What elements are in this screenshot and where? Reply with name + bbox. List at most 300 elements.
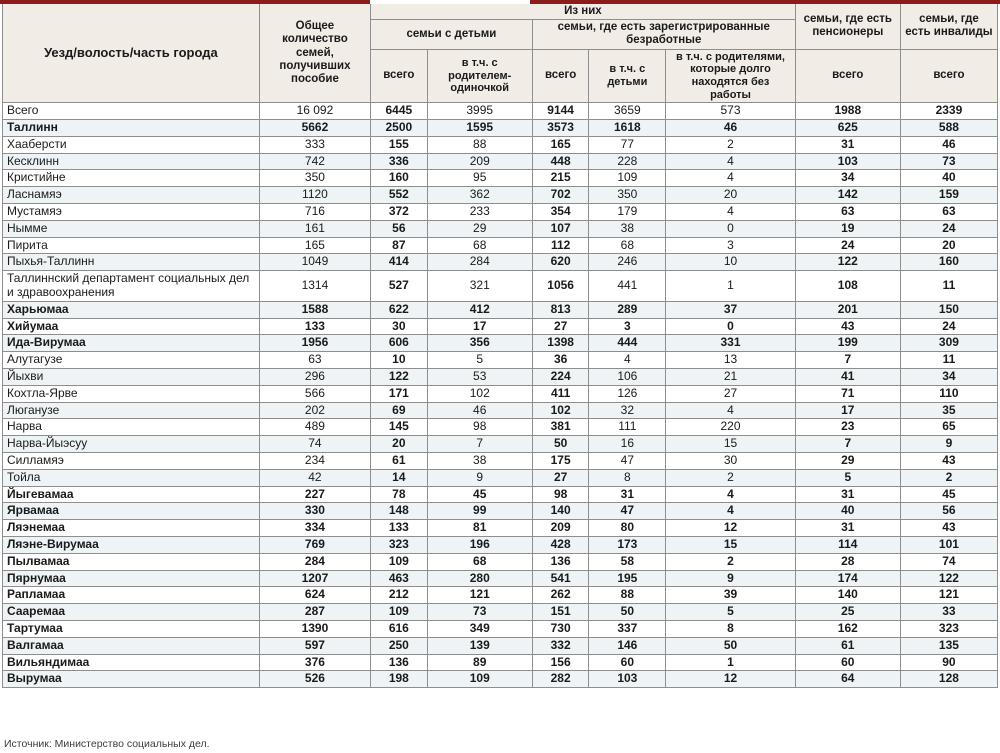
cell-value: 2339: [900, 103, 997, 120]
row-label: Пыхья-Таллинн: [3, 254, 260, 271]
cell-value: 61: [371, 452, 428, 469]
cell-value: 1390: [259, 620, 370, 637]
cell-value: 489: [259, 419, 370, 436]
cell-value: 111: [589, 419, 666, 436]
cell-value: 1618: [589, 120, 666, 137]
source-note: Источник: Министерство социальных дел.: [4, 738, 210, 750]
cell-value: 42: [259, 469, 370, 486]
cell-value: 1049: [259, 254, 370, 271]
cell-value: 74: [900, 553, 997, 570]
cell-value: 209: [532, 520, 589, 537]
cell-value: 195: [589, 570, 666, 587]
cell-value: 12: [666, 671, 795, 688]
cell-value: 32: [589, 402, 666, 419]
cell-value: 5662: [259, 120, 370, 137]
cell-value: 372: [371, 204, 428, 221]
cell-value: 68: [427, 553, 532, 570]
table-row: [3, 187, 998, 204]
cell-value: 34: [900, 368, 997, 385]
cell-value: 81: [427, 520, 532, 537]
cell-value: 2500: [371, 120, 428, 137]
row-label: Хааберсти: [3, 136, 260, 153]
cell-value: 135: [900, 637, 997, 654]
cell-value: 1956: [259, 335, 370, 352]
cell-value: 1207: [259, 570, 370, 587]
cell-value: 162: [795, 620, 900, 637]
row-label: Харьюмаа: [3, 301, 260, 318]
cell-value: 151: [532, 604, 589, 621]
cell-value: 7: [795, 352, 900, 369]
cell-value: 606: [371, 335, 428, 352]
cell-value: 27: [532, 469, 589, 486]
cell-value: 89: [427, 654, 532, 671]
cell-value: 323: [900, 620, 997, 637]
cell-value: 46: [427, 402, 532, 419]
cell-value: 246: [589, 254, 666, 271]
cell-value: 5: [427, 352, 532, 369]
cell-value: 428: [532, 536, 589, 553]
cell-value: 30: [371, 318, 428, 335]
row-label: Пирита: [3, 237, 260, 254]
top-accent-gap: [370, 0, 530, 4]
cell-value: 8: [589, 469, 666, 486]
cell-value: 730: [532, 620, 589, 637]
row-label: Нарва-Йыэсуу: [3, 436, 260, 453]
row-label: Ярвамаа: [3, 503, 260, 520]
cell-value: 36: [532, 352, 589, 369]
cell-value: 47: [589, 452, 666, 469]
cell-value: 8: [666, 620, 795, 637]
row-label: Сааремаа: [3, 604, 260, 621]
cell-value: 50: [589, 604, 666, 621]
cell-value: 4: [666, 402, 795, 419]
cell-value: 101: [900, 536, 997, 553]
cell-value: 156: [532, 654, 589, 671]
cell-value: 45: [900, 486, 997, 503]
cell-value: 24: [795, 237, 900, 254]
table-row: [3, 436, 998, 453]
cell-value: 234: [259, 452, 370, 469]
table-row: [3, 587, 998, 604]
table-row: [3, 120, 998, 137]
cell-value: 63: [795, 204, 900, 221]
header-total-families: Общее количество семей, получивших пособие: [259, 2, 370, 103]
row-label: Хийумаа: [3, 318, 260, 335]
header-children-single-parent: в т.ч. с родителем-одиночкой: [427, 49, 532, 103]
cell-value: 150: [900, 301, 997, 318]
cell-value: 109: [589, 170, 666, 187]
cell-value: 4: [666, 486, 795, 503]
cell-value: 38: [427, 452, 532, 469]
row-label: Силламяэ: [3, 452, 260, 469]
table-row: [3, 136, 998, 153]
cell-value: 3995: [427, 103, 532, 120]
cell-value: 284: [259, 553, 370, 570]
cell-value: 332: [532, 637, 589, 654]
cell-value: 99: [427, 503, 532, 520]
cell-value: 14: [371, 469, 428, 486]
cell-value: 39: [666, 587, 795, 604]
row-label: Ляэнемаа: [3, 520, 260, 537]
cell-value: 0: [666, 318, 795, 335]
table-row: [3, 220, 998, 237]
cell-value: 220: [666, 419, 795, 436]
cell-value: 716: [259, 204, 370, 221]
row-label: Кохтла-Ярве: [3, 385, 260, 402]
cell-value: 15: [666, 536, 795, 553]
table-row: [3, 301, 998, 318]
cell-value: 21: [666, 368, 795, 385]
cell-value: 102: [427, 385, 532, 402]
cell-value: 356: [427, 335, 532, 352]
cell-value: 7: [427, 436, 532, 453]
cell-value: 9144: [532, 103, 589, 120]
table-row: [3, 620, 998, 637]
cell-value: 31: [589, 486, 666, 503]
cell-value: 103: [589, 671, 666, 688]
cell-value: 4: [589, 352, 666, 369]
row-label: Валгамаа: [3, 637, 260, 654]
cell-value: 526: [259, 671, 370, 688]
table-row: [3, 170, 998, 187]
cell-value: 1314: [259, 271, 370, 302]
cell-value: 45: [427, 486, 532, 503]
table-row: [3, 520, 998, 537]
cell-value: 88: [427, 136, 532, 153]
cell-value: 30: [666, 452, 795, 469]
cell-value: 139: [427, 637, 532, 654]
cell-value: 12: [666, 520, 795, 537]
cell-value: 199: [795, 335, 900, 352]
cell-value: 69: [371, 402, 428, 419]
cell-value: 40: [900, 170, 997, 187]
cell-value: 350: [589, 187, 666, 204]
cell-value: 284: [427, 254, 532, 271]
cell-value: 541: [532, 570, 589, 587]
cell-value: 46: [900, 136, 997, 153]
table-row: [3, 352, 998, 369]
table-row: [3, 402, 998, 419]
row-label: Тойла: [3, 469, 260, 486]
cell-value: 3: [666, 237, 795, 254]
cell-value: 2: [666, 553, 795, 570]
cell-value: 20: [900, 237, 997, 254]
cell-value: 334: [259, 520, 370, 537]
table-row: [3, 153, 998, 170]
cell-value: 1398: [532, 335, 589, 352]
cell-value: 29: [795, 452, 900, 469]
cell-value: 552: [371, 187, 428, 204]
cell-value: 140: [532, 503, 589, 520]
cell-value: 527: [371, 271, 428, 302]
cell-value: 4: [666, 153, 795, 170]
cell-value: 68: [589, 237, 666, 254]
cell-value: 98: [427, 419, 532, 436]
benefits-statistics-table: [2, 0, 998, 688]
table-row: [3, 335, 998, 352]
cell-value: 102: [532, 402, 589, 419]
cell-value: 1988: [795, 103, 900, 120]
row-label: Люганузе: [3, 402, 260, 419]
cell-value: 56: [900, 503, 997, 520]
cell-value: 215: [532, 170, 589, 187]
cell-value: 160: [900, 254, 997, 271]
cell-value: 444: [589, 335, 666, 352]
header-unemployed-with-children: в т.ч. с детьми: [589, 49, 666, 103]
cell-value: 71: [795, 385, 900, 402]
cell-value: 333: [259, 136, 370, 153]
table-row: [3, 536, 998, 553]
cell-value: 126: [589, 385, 666, 402]
cell-value: 4: [666, 503, 795, 520]
cell-value: 349: [427, 620, 532, 637]
cell-value: 50: [666, 637, 795, 654]
row-label: Кесклинн: [3, 153, 260, 170]
cell-value: 10: [371, 352, 428, 369]
header-pensioners-total: всего: [795, 49, 900, 103]
cell-value: 588: [900, 120, 997, 137]
table-row: [3, 271, 998, 302]
cell-value: 411: [532, 385, 589, 402]
cell-value: 145: [371, 419, 428, 436]
cell-value: 109: [427, 671, 532, 688]
cell-value: 159: [900, 187, 997, 204]
cell-value: 95: [427, 170, 532, 187]
cell-value: 64: [795, 671, 900, 688]
cell-value: 289: [589, 301, 666, 318]
cell-value: 3659: [589, 103, 666, 120]
cell-value: 296: [259, 368, 370, 385]
cell-value: 122: [900, 570, 997, 587]
cell-value: 175: [532, 452, 589, 469]
table-row: [3, 318, 998, 335]
cell-value: 769: [259, 536, 370, 553]
table-row: [3, 553, 998, 570]
row-label: Вильяндимаа: [3, 654, 260, 671]
cell-value: 24: [900, 318, 997, 335]
cell-value: 224: [532, 368, 589, 385]
cell-value: 287: [259, 604, 370, 621]
row-label: Пылвамаа: [3, 553, 260, 570]
cell-value: 73: [427, 604, 532, 621]
cell-value: 40: [795, 503, 900, 520]
cell-value: 41: [795, 368, 900, 385]
cell-value: 60: [589, 654, 666, 671]
cell-value: 128: [900, 671, 997, 688]
cell-value: 7: [795, 436, 900, 453]
header-group-families-with-children: семьи с детьми: [371, 20, 533, 49]
cell-value: 2: [666, 469, 795, 486]
cell-value: 201: [795, 301, 900, 318]
table-row: [3, 469, 998, 486]
header-group-families-with-unemployed: семьи, где есть зарегистрированные безработные: [532, 20, 795, 49]
row-label: Нымме: [3, 220, 260, 237]
cell-value: 133: [371, 520, 428, 537]
cell-value: 742: [259, 153, 370, 170]
cell-value: 573: [666, 103, 795, 120]
cell-value: 27: [532, 318, 589, 335]
cell-value: 2: [666, 136, 795, 153]
cell-value: 1595: [427, 120, 532, 137]
header-unemployed-total: всего: [532, 49, 589, 103]
cell-value: 63: [259, 352, 370, 369]
cell-value: 174: [795, 570, 900, 587]
cell-value: 5: [795, 469, 900, 486]
cell-value: 56: [371, 220, 428, 237]
header-group-pensioners: семьи, где есть пенсионеры: [795, 2, 900, 49]
row-label: Вырумаа: [3, 671, 260, 688]
cell-value: 165: [259, 237, 370, 254]
cell-value: 112: [532, 237, 589, 254]
cell-value: 448: [532, 153, 589, 170]
cell-value: 350: [259, 170, 370, 187]
cell-value: 19: [795, 220, 900, 237]
cell-value: 121: [427, 587, 532, 604]
table-row: [3, 503, 998, 520]
cell-value: 65: [900, 419, 997, 436]
cell-value: 250: [371, 637, 428, 654]
cell-value: 3573: [532, 120, 589, 137]
cell-value: 622: [371, 301, 428, 318]
cell-value: 46: [666, 120, 795, 137]
cell-value: 20: [666, 187, 795, 204]
cell-value: 25: [795, 604, 900, 621]
table-row: [3, 254, 998, 271]
header-unemployed-long-term: в т.ч. с родителями, которые долго находятся без работы: [666, 49, 795, 103]
cell-value: 17: [795, 402, 900, 419]
cell-value: 309: [900, 335, 997, 352]
cell-value: 813: [532, 301, 589, 318]
cell-value: 616: [371, 620, 428, 637]
cell-value: 228: [589, 153, 666, 170]
cell-value: 43: [900, 452, 997, 469]
table-row: [3, 419, 998, 436]
cell-value: 9: [666, 570, 795, 587]
cell-value: 441: [589, 271, 666, 302]
cell-value: 17: [427, 318, 532, 335]
cell-value: 165: [532, 136, 589, 153]
cell-value: 171: [371, 385, 428, 402]
cell-value: 148: [371, 503, 428, 520]
cell-value: 362: [427, 187, 532, 204]
cell-value: 702: [532, 187, 589, 204]
cell-value: 9: [427, 469, 532, 486]
cell-value: 11: [900, 271, 997, 302]
cell-value: 0: [666, 220, 795, 237]
cell-value: 35: [900, 402, 997, 419]
cell-value: 381: [532, 419, 589, 436]
table-row: [3, 204, 998, 221]
cell-value: 23: [795, 419, 900, 436]
cell-value: 160: [371, 170, 428, 187]
table-body: [3, 103, 998, 688]
cell-value: 108: [795, 271, 900, 302]
cell-value: 321: [427, 271, 532, 302]
cell-value: 133: [259, 318, 370, 335]
cell-value: 78: [371, 486, 428, 503]
cell-value: 140: [795, 587, 900, 604]
cell-value: 109: [371, 553, 428, 570]
cell-value: 20: [371, 436, 428, 453]
cell-value: 50: [532, 436, 589, 453]
cell-value: 1: [666, 271, 795, 302]
table-header: [3, 2, 998, 103]
cell-value: 463: [371, 570, 428, 587]
row-label: Рапламаа: [3, 587, 260, 604]
table-row: [3, 654, 998, 671]
cell-value: 136: [532, 553, 589, 570]
table-row: [3, 452, 998, 469]
header-children-total: всего: [371, 49, 428, 103]
cell-value: 53: [427, 368, 532, 385]
cell-value: 88: [589, 587, 666, 604]
row-label: Тартумаа: [3, 620, 260, 637]
cell-value: 87: [371, 237, 428, 254]
cell-value: 58: [589, 553, 666, 570]
cell-value: 29: [427, 220, 532, 237]
cell-value: 227: [259, 486, 370, 503]
cell-value: 161: [259, 220, 370, 237]
cell-value: 15: [666, 436, 795, 453]
row-label: Алутагузе: [3, 352, 260, 369]
cell-value: 233: [427, 204, 532, 221]
cell-value: 103: [795, 153, 900, 170]
cell-value: 60: [795, 654, 900, 671]
cell-value: 155: [371, 136, 428, 153]
cell-value: 90: [900, 654, 997, 671]
cell-value: 38: [589, 220, 666, 237]
cell-value: 106: [589, 368, 666, 385]
cell-value: 173: [589, 536, 666, 553]
cell-value: 179: [589, 204, 666, 221]
cell-value: 5: [666, 604, 795, 621]
cell-value: 63: [900, 204, 997, 221]
row-label: Кристийне: [3, 170, 260, 187]
cell-value: 121: [900, 587, 997, 604]
table-row: [3, 385, 998, 402]
cell-value: 110: [900, 385, 997, 402]
cell-value: 68: [427, 237, 532, 254]
cell-value: 1588: [259, 301, 370, 318]
cell-value: 28: [795, 553, 900, 570]
row-label: Всего: [3, 103, 260, 120]
cell-value: 1056: [532, 271, 589, 302]
table-row: [3, 570, 998, 587]
cell-value: 4: [666, 204, 795, 221]
cell-value: 37: [666, 301, 795, 318]
cell-value: 73: [900, 153, 997, 170]
cell-value: 31: [795, 520, 900, 537]
cell-value: 282: [532, 671, 589, 688]
table-row: [3, 103, 998, 120]
cell-value: 1: [666, 654, 795, 671]
cell-value: 31: [795, 486, 900, 503]
cell-value: 80: [589, 520, 666, 537]
cell-value: 31: [795, 136, 900, 153]
table-row: [3, 368, 998, 385]
row-label: Нарва: [3, 419, 260, 436]
cell-value: 625: [795, 120, 900, 137]
cell-value: 34: [795, 170, 900, 187]
cell-value: 13: [666, 352, 795, 369]
cell-value: 142: [795, 187, 900, 204]
row-label: Таллиннский департамент социальных дел и здравоохранения: [3, 271, 260, 302]
cell-value: 212: [371, 587, 428, 604]
row-label: Йыхви: [3, 368, 260, 385]
cell-value: 16 092: [259, 103, 370, 120]
cell-value: 98: [532, 486, 589, 503]
cell-value: 198: [371, 671, 428, 688]
